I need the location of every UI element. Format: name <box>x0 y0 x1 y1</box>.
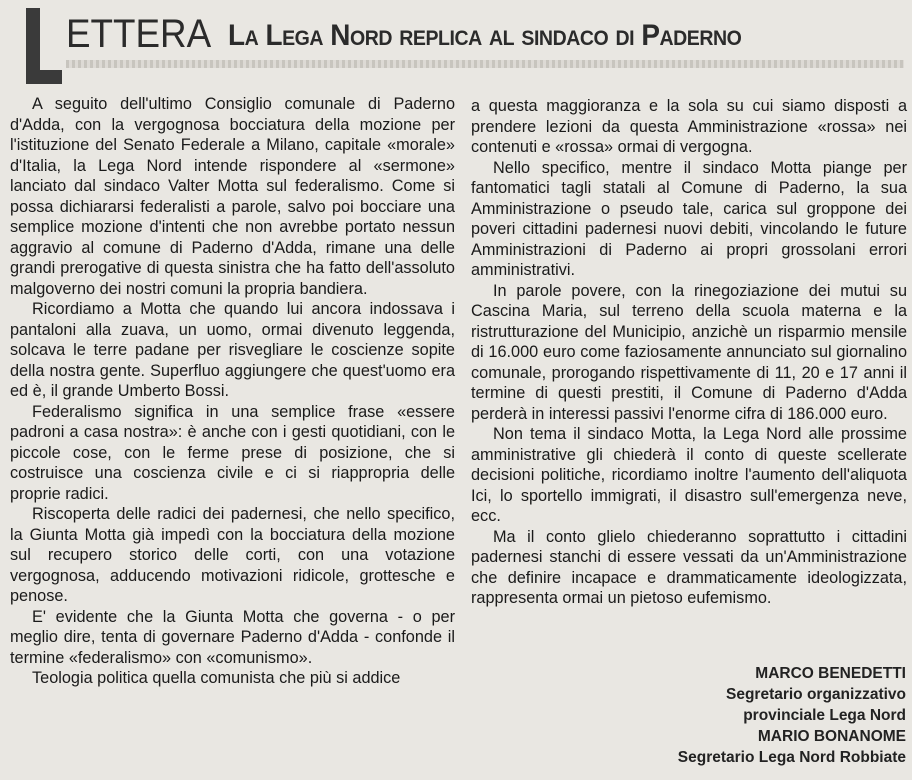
signature-name: MARIO BONANOME <box>757 728 906 745</box>
article-column-1 <box>10 94 455 689</box>
headline <box>66 12 904 65</box>
signature-block <box>678 663 906 768</box>
paragraph: Non tema il sindaco Motta, la Lega Nord alle prossime amministrative gli chiederà il conto di queste scellerate decisioni politiche, ricordiamo inoltre l'aumento dell'aliquota Ici, lo sportello immigrati, il disastro sull'emergenza neve, ecc. <box>471 425 907 525</box>
paragraph: In parole povere, con la rinegoziazione dei mutui su Cascina Maria, sul terreno della scuola materna e la ristrutturazione del Municipio, anzichè un risparmio mensile di 16.000 euro come faziosamente annunciato sul giornalino comunale, prorogando rispettivamente di 11, 20 e 17 anni il termine di questi prestiti, il Comune di Paderno d'Adda perderà in interessi passivi l'enorme cifra di 186.000 euro. <box>471 281 907 423</box>
signature-role: Segretario Lega Nord Robbiate <box>677 749 906 766</box>
headline-rule <box>66 60 904 68</box>
paragraph: Riscoperta delle radici dei padernesi, che nello specifico, la Giunta Motta già impedì con la bocciatura della mozione sul recupero storico delle corti, con una votazione vergognosa, adducendo motivazioni ridicole, grottesche e penose. <box>10 505 455 605</box>
drop-cap-L <box>26 8 62 84</box>
signature-role: provinciale Lega Nord <box>743 707 906 724</box>
article-column-2 <box>471 96 907 609</box>
paragraph: Ricordiamo a Motta che quando lui ancora indossava i pantaloni alla zuava, un uomo, ormai divenuto leggenda, solcava le terre padane per risvegliare le coscienze sopite della nostra gente. Superfluo aggiungere che quest'uomo era ed è, il grande Umberto Bossi. <box>10 300 455 400</box>
paragraph: a questa maggioranza e la sola su cui siamo disposti a prendere lezioni da questa Amministrazione «rossa» nei contenuti e «rossa» ormai di vergogna. <box>471 97 907 156</box>
headline-title: La Lega Nord replica al sindaco di Paderno <box>228 19 742 52</box>
paragraph: A seguito dell'ultimo Consiglio comunale di Paderno d'Adda, con la vergognosa bocciatura della mozione per l'istituzione del Senato Federale a Milano, capitale «morale» d'Italia, la Lega Nord intende rispondere al «sermone» lanciato dal sindaco Valter Motta sul federalismo. Come si possa dichiararsi federalisti a parole, salvo poi bocciare una semplice mozione d'intenti che non avrebbe portato nessun aggravio al comune di Paderno d'Adda, rimane una delle grandi prerogative di questa sinistra che ha fatto dell'assoluto malgoverno dei nostri comuni la propria bandiera. <box>10 95 455 298</box>
paragraph: E' evidente che la Giunta Motta che governa - o per meglio dire, tenta di governare Paderno d'Adda - confonde il termine «federalismo» con «comunismo». <box>10 607 455 667</box>
signature-role: Segretario organizzativo <box>725 686 906 703</box>
paragraph: Federalismo significa in una semplice frase «essere padroni a casa nostra»: è anche con i gesti quotidiani, con le piccole cose, con le ferme prese di posizione, che si costruisce una coscienza civile e ci si riappropria delle proprie radici. <box>10 402 455 503</box>
headline-kicker: ETTERA <box>66 12 212 56</box>
paragraph: Teologia politica quella comunista che più si addice <box>32 669 401 687</box>
signature-name: MARCO BENEDETTI <box>755 665 906 682</box>
paragraph: Nello specifico, mentre il sindaco Motta piange per fantomatici tagli statali al Comune di Paderno, la sua Amministrazione o pseudo tale, carica sul groppone dei poveri cittadini padernesi nuovi debiti, vincolando le future Amministrazioni di Paderno ai propri grossolani errori amministrativi. <box>471 158 907 279</box>
paragraph: Ma il conto glielo chiederanno soprattutto i cittadini padernesi stanchi di essere vessati da un'Amministrazione che definire incapace e drammaticamente ideologizzata, rappresenta ormai un pietoso eufemismo. <box>471 527 907 607</box>
